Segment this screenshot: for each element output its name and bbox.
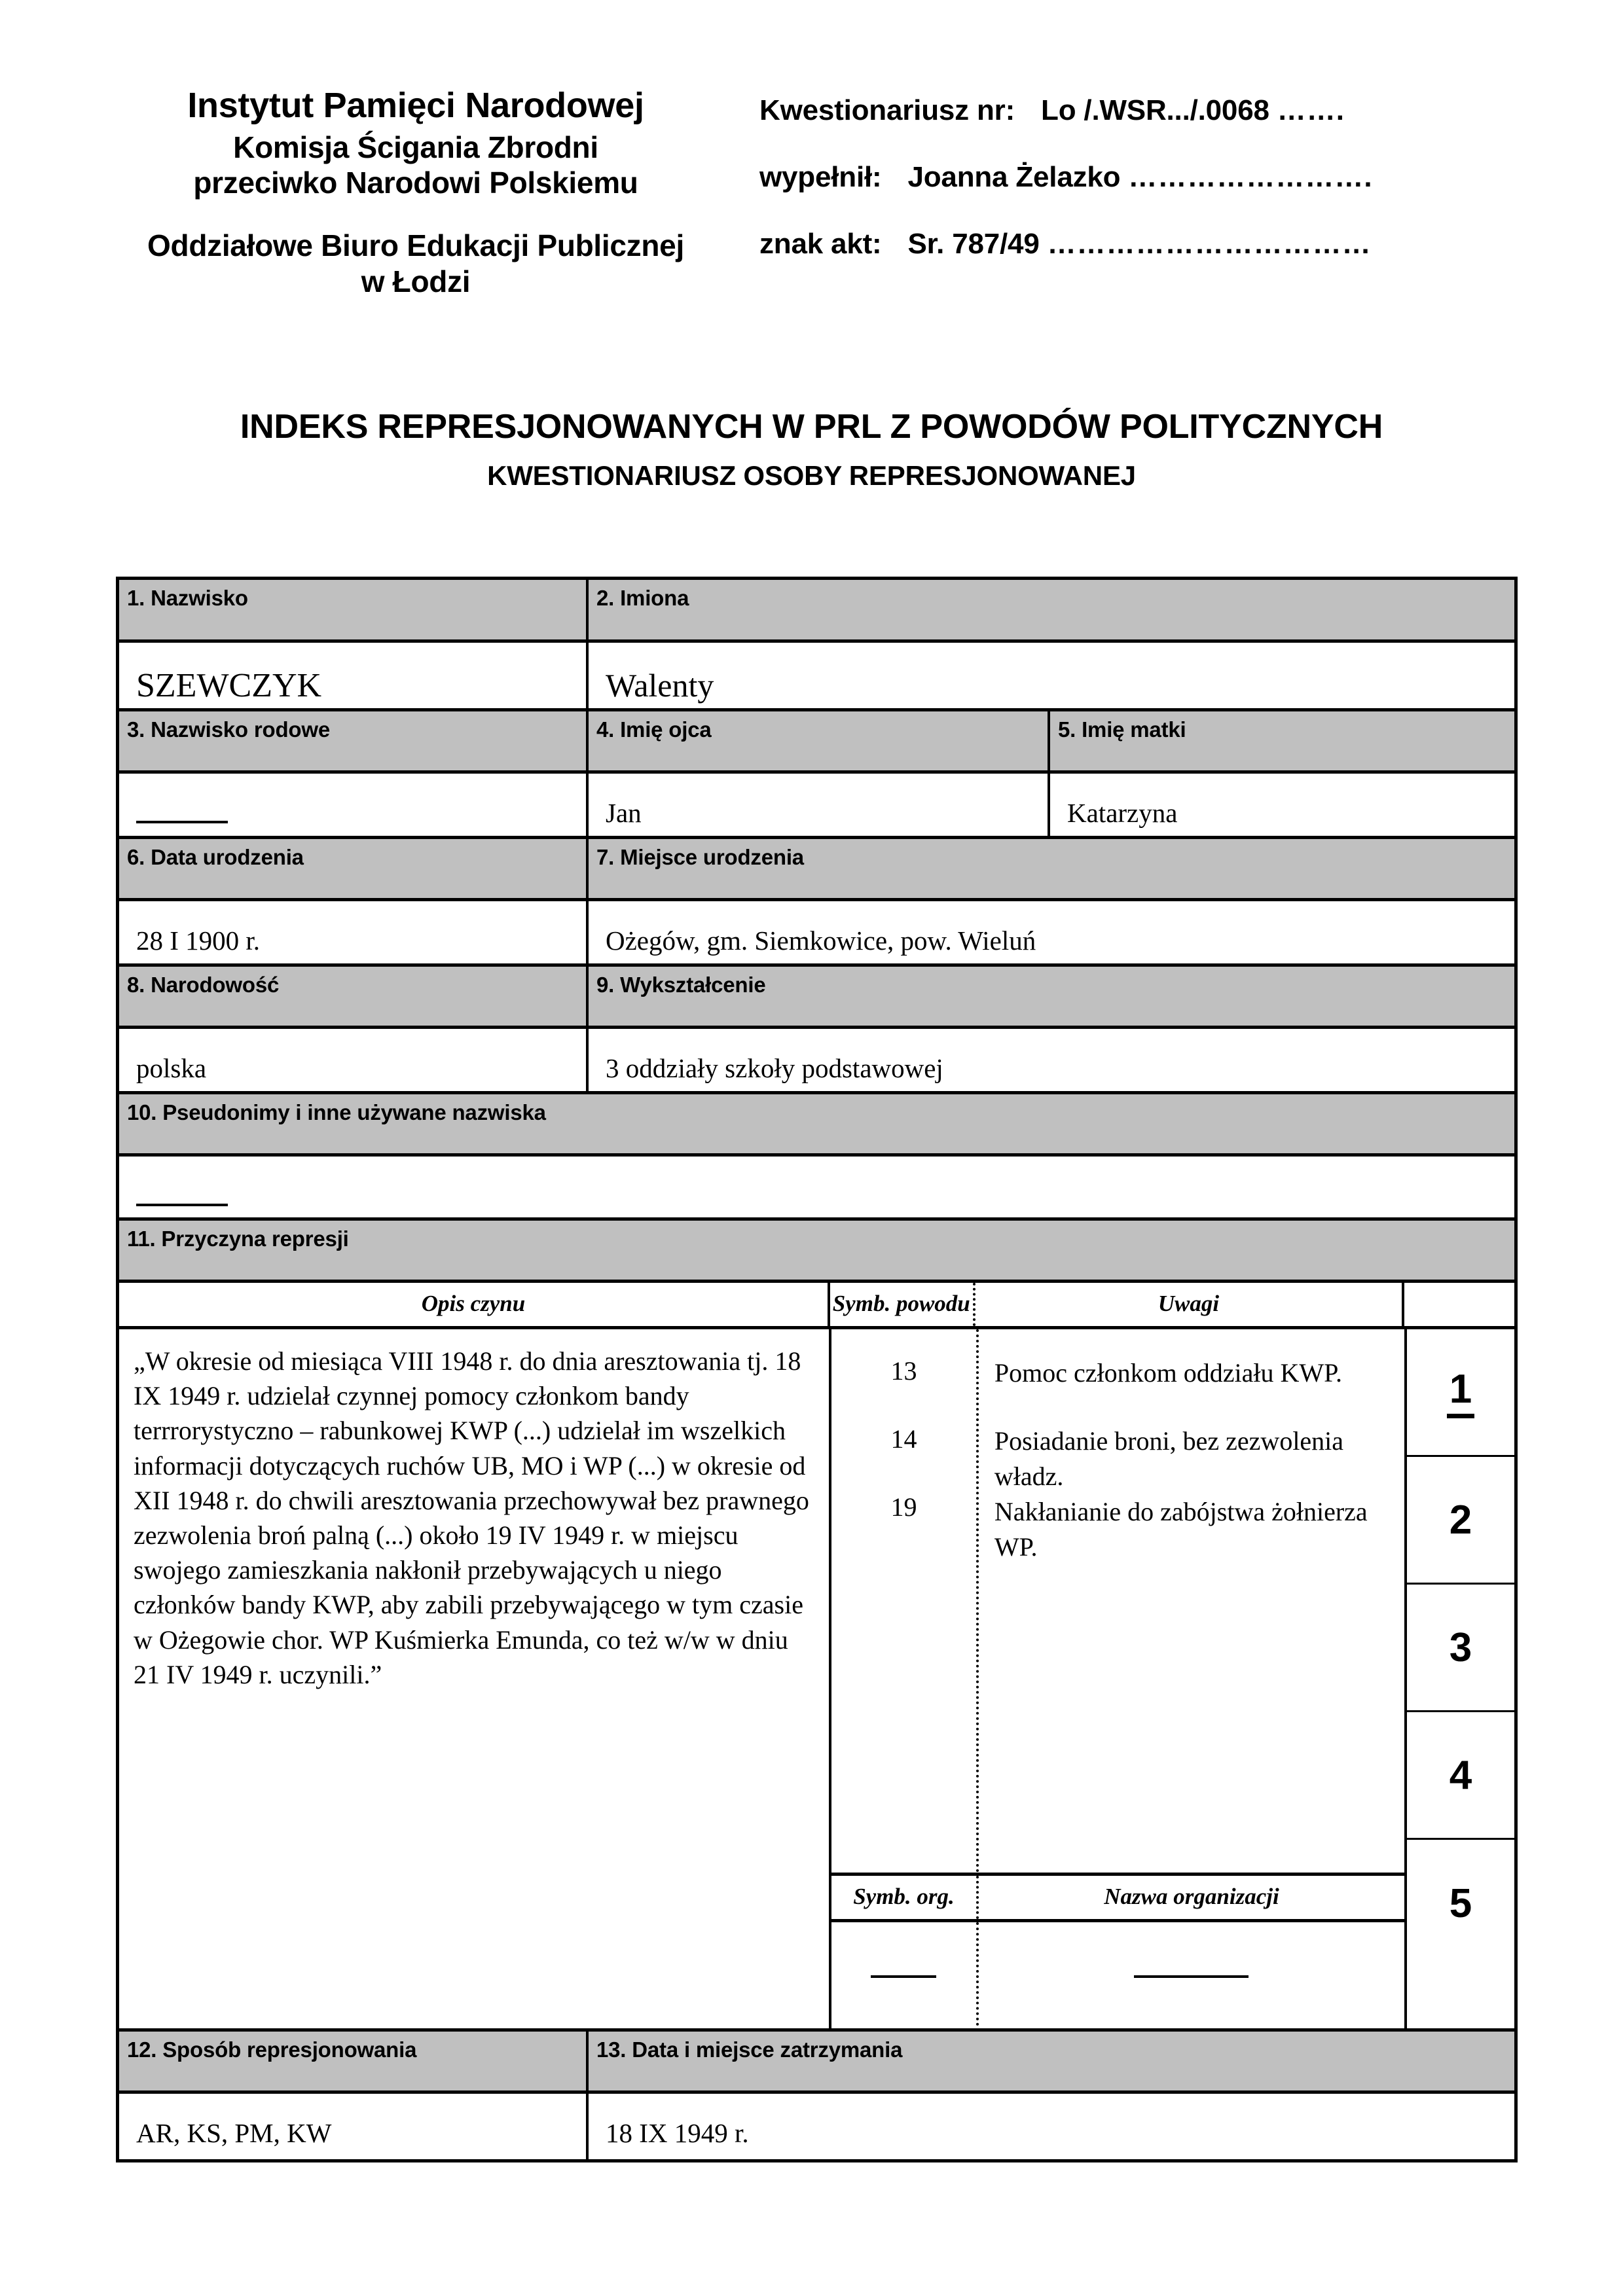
empty-value-dash <box>1134 1975 1249 1978</box>
institution-block <box>0 85 759 299</box>
repression-number-cell <box>1407 1840 1514 1967</box>
questionnaire-number-field <box>759 94 1611 127</box>
subheader-uwagi: Uwagi <box>973 1283 1402 1326</box>
institution-name: Instytut Pamięci Narodowej <box>187 86 644 125</box>
field-label-sposob-represjonowania: 12. Sposób represjonowania <box>119 2032 586 2090</box>
repression-number: 2 <box>1449 1497 1472 1543</box>
form-value-row-8-9 <box>119 1029 1514 1094</box>
questionnaire-number-dots: ……. <box>1277 94 1345 126</box>
form-value-row-1-2 <box>119 643 1514 711</box>
form-label-row-8-9 <box>119 967 1514 1029</box>
form-label-row-12-13 <box>119 2032 1514 2094</box>
repression-code: 13 <box>890 1356 917 1386</box>
repression-number: 4 <box>1449 1752 1472 1798</box>
form-label-row-1-2 <box>119 580 1514 643</box>
filled-by-label: wypełnił: <box>759 161 882 193</box>
repression-number-cell <box>1407 1712 1514 1840</box>
institution-spacer <box>72 200 759 228</box>
file-reference-value: Sr. 787/49 <box>907 228 1040 260</box>
field-value-sposob-represjonowania: AR, KS, PM, KW <box>136 2118 332 2148</box>
repression-number: 1 <box>1447 1366 1474 1418</box>
field-value-wyksztalcenie: 3 oddziały szkoły podstawowej <box>586 1029 1514 1091</box>
repression-reason-section <box>119 1283 1514 2032</box>
field-label-imie-matki: 5. Imię matki <box>1048 711 1514 770</box>
field-value-pseudonimy <box>119 1157 1514 1217</box>
subheader-symb-powodu: Symb. powodu <box>828 1283 973 1326</box>
field-value-nazwisko-rodowe <box>119 774 586 836</box>
field-label-miejsce-urodzenia: 7. Miejsce urodzenia <box>586 839 1514 898</box>
subheader-symb-org: Symb. org. <box>853 1884 955 1909</box>
repression-number-cell <box>1407 1585 1514 1712</box>
filled-by-value: Joanna Żelazko <box>907 161 1121 193</box>
questionnaire-form <box>116 577 1518 2162</box>
field-label-imie-ojca: 4. Imię ojca <box>586 711 1048 770</box>
empty-value-dash <box>136 820 228 823</box>
subheader-numbers-spacer <box>1402 1283 1514 1326</box>
form-value-row-6-7 <box>119 901 1514 967</box>
repression-codes-block <box>829 1329 1404 2028</box>
field-label-wyksztalcenie: 9. Wykształcenie <box>586 967 1514 1026</box>
institution-city: w Łodzi <box>361 264 471 298</box>
filled-by-field <box>759 161 1611 194</box>
field-value-imie-matki: Katarzyna <box>1048 774 1514 836</box>
field-value-data-zatrzymania: 18 IX 1949 r. <box>586 2094 1514 2159</box>
field-label-data-zatrzymania: 13. Data i miejsce zatrzymania <box>586 2032 1514 2090</box>
field-label-narodowosc: 8. Narodowość <box>119 967 586 1026</box>
field-label-pseudonimy: 10. Pseudonimy i inne używane nazwiska <box>119 1094 1514 1153</box>
repression-code-list <box>831 1329 976 1873</box>
repression-number-column <box>1404 1329 1514 2028</box>
form-value-row-10 <box>119 1157 1514 1221</box>
repression-subheader-row <box>119 1283 1514 1329</box>
repression-codes-top <box>831 1329 1404 1873</box>
form-value-row-12-13 <box>119 2094 1514 2159</box>
field-label-imiona: 2. Imiona <box>586 580 1514 639</box>
form-label-row-11 <box>119 1221 1514 1283</box>
organization-symbol-value <box>831 1922 976 2026</box>
questionnaire-number-value: Lo /.WSR.../.0068 <box>1041 94 1269 126</box>
field-value-imie-ojca: Jan <box>586 774 1048 836</box>
organization-subheader-row <box>831 1873 1404 1922</box>
repression-number: 5 <box>1449 1881 1472 1926</box>
page-title: INDEKS REPRESJONOWANYCH W PRL Z POWODÓW POLITYCZNYCH <box>240 408 1383 446</box>
repression-number: 3 <box>1449 1624 1472 1670</box>
filled-by-dots: ……………………. <box>1128 161 1373 193</box>
empty-value-dash <box>871 1975 936 1978</box>
field-label-data-urodzenia: 6. Data urodzenia <box>119 839 586 898</box>
form-label-row-3-4-5 <box>119 711 1514 774</box>
repression-body-row <box>119 1329 1514 2028</box>
form-label-row-6-7 <box>119 839 1514 901</box>
field-label-nazwisko-rodowe: 3. Nazwisko rodowe <box>119 711 586 770</box>
repression-remark-list <box>976 1329 1404 1873</box>
repression-remark: Nakłanianie do zabójstwa żołnierza WP. <box>994 1497 1368 1562</box>
document-header <box>0 85 1623 299</box>
organization-value-row <box>831 1922 1404 2026</box>
repression-code: 14 <box>890 1424 917 1454</box>
form-value-row-3-4-5 <box>119 774 1514 839</box>
field-label-nazwisko: 1. Nazwisko <box>119 580 586 639</box>
field-value-narodowosc: polska <box>136 1053 207 1083</box>
empty-value-dash <box>136 1203 228 1206</box>
form-label-row-10 <box>119 1094 1514 1157</box>
institution-subname-2: przeciwko Narodowi Polskiemu <box>193 165 638 200</box>
page-subtitle: KWESTIONARIUSZ OSOBY REPRESJONOWANEJ <box>487 460 1136 491</box>
file-reference-field <box>759 228 1611 260</box>
repression-remark: Pomoc członkom oddziału KWP. <box>994 1358 1342 1388</box>
field-value-imiona: Walenty <box>586 643 1514 708</box>
field-value-miejsce-urodzenia: Ożegów, gm. Siemkowice, pow. Wieluń <box>586 901 1514 963</box>
field-value-nazwisko: SZEWCZYK <box>136 667 322 704</box>
repression-number-cell <box>1407 1329 1514 1457</box>
file-reference-dots: …………………………… <box>1047 228 1372 260</box>
file-reference-label: znak akt: <box>759 228 882 260</box>
institution-branch: Oddziałowe Biuro Edukacji Publicznej <box>147 228 684 263</box>
subheader-opis-czynu: Opis czynu <box>421 1291 526 1316</box>
organization-name-value <box>976 1922 1404 2026</box>
field-value-data-urodzenia: 28 I 1900 r. <box>136 925 261 956</box>
header-fields-block <box>759 85 1611 295</box>
repression-remark: Posiadanie broni, bez zezwolenia władz. <box>994 1426 1344 1491</box>
subheader-nazwa-organizacji: Nazwa organizacji <box>976 1876 1404 1919</box>
institution-subname-1: Komisja Ścigania Zbrodni <box>233 130 598 164</box>
questionnaire-number-label: Kwestionariusz nr: <box>759 94 1015 126</box>
repression-description: „W okresie od miesiąca VIII 1948 r. do dnia aresztowania tj. 18 IX 1949 r. udzielał czynnej pomocy członkom bandy terrrorystyczno – rabunkowej KWP (...) udzielał im wszelkich informacji dotyczących ruchów UB, MO i WP (...) w okresie od XII 1948 r. do chwili aresztowania przechowywał bez prawnego zezwolenia broń palną (...) około 19 IV 1949 r. w miejscu swojego zamieszkania nakłonił przebywających u niego członków bandy KWP, aby zabili przebywającego w tym czasie w Ożegowie chor. WP Kuśmierka Emunda, co też w/w w dniu 21 IV 1949 r. uczynili.” <box>134 1346 809 1689</box>
repression-number-cell <box>1407 1457 1514 1585</box>
repression-code: 19 <box>890 1492 917 1522</box>
field-label-przyczyna-represji: 11. Przyczyna represji <box>119 1221 1514 1280</box>
